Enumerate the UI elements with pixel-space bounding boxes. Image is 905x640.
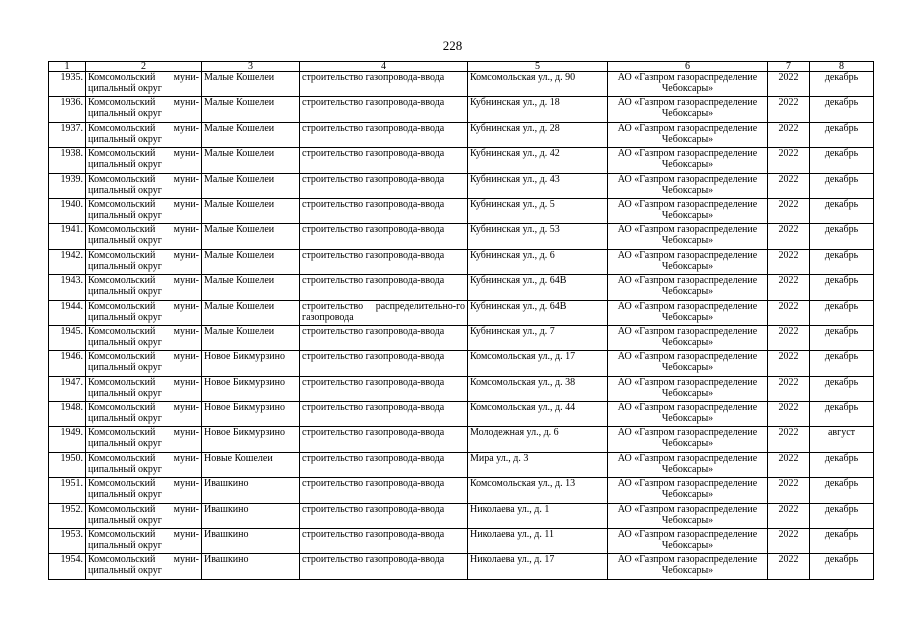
year-cell: 2022 xyxy=(768,402,810,427)
year-cell: 2022 xyxy=(768,427,810,452)
settlement-cell: Малые Кошелеи xyxy=(202,224,300,249)
year-cell: 2022 xyxy=(768,72,810,97)
year-cell: 2022 xyxy=(768,224,810,249)
month-cell: декабрь xyxy=(810,478,874,503)
settlement-cell: Малые Кошелеи xyxy=(202,97,300,122)
district-cell: Комсомольский муни-ципальный округ xyxy=(86,402,202,427)
executor-cell: АО «Газпром газораспределение Чебоксары» xyxy=(608,173,768,198)
executor-cell: АО «Газпром газораспределение Чебоксары» xyxy=(608,300,768,325)
district-cell: Комсомольский муни-ципальный округ xyxy=(86,148,202,173)
table-row xyxy=(49,427,874,452)
table-row xyxy=(49,376,874,401)
row-number-cell: 1950. xyxy=(49,452,86,477)
column-header: 8 xyxy=(810,62,874,72)
district-cell: Комсомольский муни-ципальный округ xyxy=(86,529,202,554)
row-number-cell: 1946. xyxy=(49,351,86,376)
table-row xyxy=(49,148,874,173)
year-cell: 2022 xyxy=(768,376,810,401)
month-cell: декабрь xyxy=(810,325,874,350)
row-number-cell: 1951. xyxy=(49,478,86,503)
executor-cell: АО «Газпром газораспределение Чебоксары» xyxy=(608,351,768,376)
settlement-cell: Новое Бикмурзино xyxy=(202,402,300,427)
address-cell: Кубнинская ул., д. 43 xyxy=(468,173,608,198)
table-row xyxy=(49,224,874,249)
year-cell: 2022 xyxy=(768,300,810,325)
work-type-cell: строительство газопровода-ввода xyxy=(300,173,468,198)
district-cell: Комсомольский муни-ципальный округ xyxy=(86,351,202,376)
settlement-cell: Малые Кошелеи xyxy=(202,300,300,325)
address-cell: Кубнинская ул., д. 64В xyxy=(468,300,608,325)
address-cell: Николаева ул., д. 1 xyxy=(468,503,608,528)
year-cell: 2022 xyxy=(768,452,810,477)
executor-cell: АО «Газпром газораспределение Чебоксары» xyxy=(608,224,768,249)
work-type-cell: строительство газопровода-ввода xyxy=(300,402,468,427)
work-type-cell: строительство газопровода-ввода xyxy=(300,503,468,528)
executor-cell: АО «Газпром газораспределение Чебоксары» xyxy=(608,503,768,528)
month-cell: декабрь xyxy=(810,198,874,223)
address-cell: Комсомольская ул., д. 17 xyxy=(468,351,608,376)
district-cell: Комсомольский муни-ципальный округ xyxy=(86,452,202,477)
work-type-cell: строительство газопровода-ввода xyxy=(300,72,468,97)
month-cell: декабрь xyxy=(810,554,874,579)
settlement-cell: Ивашкино xyxy=(202,503,300,528)
row-number-cell: 1938. xyxy=(49,148,86,173)
address-cell: Кубнинская ул., д. 5 xyxy=(468,198,608,223)
row-number-cell: 1952. xyxy=(49,503,86,528)
year-cell: 2022 xyxy=(768,198,810,223)
month-cell: декабрь xyxy=(810,249,874,274)
row-number-cell: 1942. xyxy=(49,249,86,274)
column-header: 7 xyxy=(768,62,810,72)
settlement-cell: Малые Кошелеи xyxy=(202,173,300,198)
district-cell: Комсомольский муни-ципальный округ xyxy=(86,198,202,223)
table-row xyxy=(49,275,874,300)
executor-cell: АО «Газпром газораспределение Чебоксары» xyxy=(608,452,768,477)
district-cell: Комсомольский муни-ципальный округ xyxy=(86,325,202,350)
address-cell: Молодежная ул., д. 6 xyxy=(468,427,608,452)
column-header: 6 xyxy=(608,62,768,72)
settlement-cell: Малые Кошелеи xyxy=(202,249,300,274)
settlement-cell: Малые Кошелеи xyxy=(202,122,300,147)
month-cell: декабрь xyxy=(810,376,874,401)
table-row xyxy=(49,529,874,554)
district-cell: Комсомольский муни-ципальный округ xyxy=(86,376,202,401)
column-header: 3 xyxy=(202,62,300,72)
settlement-cell: Малые Кошелеи xyxy=(202,198,300,223)
year-cell: 2022 xyxy=(768,275,810,300)
row-number-cell: 1945. xyxy=(49,325,86,350)
month-cell: август xyxy=(810,427,874,452)
table-row xyxy=(49,72,874,97)
address-cell: Комсомольская ул., д. 13 xyxy=(468,478,608,503)
table-row xyxy=(49,503,874,528)
month-cell: декабрь xyxy=(810,224,874,249)
month-cell: декабрь xyxy=(810,503,874,528)
settlement-cell: Малые Кошелеи xyxy=(202,148,300,173)
month-cell: декабрь xyxy=(810,402,874,427)
address-cell: Кубнинская ул., д. 64В xyxy=(468,275,608,300)
work-type-cell: строительство газопровода-ввода xyxy=(300,452,468,477)
work-type-cell: строительство газопровода-ввода xyxy=(300,224,468,249)
work-type-cell: строительство газопровода-ввода xyxy=(300,376,468,401)
row-number-cell: 1939. xyxy=(49,173,86,198)
address-cell: Кубнинская ул., д. 42 xyxy=(468,148,608,173)
address-cell: Мира ул., д. 3 xyxy=(468,452,608,477)
district-cell: Комсомольский муни-ципальный округ xyxy=(86,97,202,122)
address-cell: Кубнинская ул., д. 18 xyxy=(468,97,608,122)
column-header: 4 xyxy=(300,62,468,72)
year-cell: 2022 xyxy=(768,351,810,376)
month-cell: декабрь xyxy=(810,148,874,173)
year-cell: 2022 xyxy=(768,97,810,122)
column-header: 5 xyxy=(468,62,608,72)
year-cell: 2022 xyxy=(768,122,810,147)
month-cell: декабрь xyxy=(810,72,874,97)
executor-cell: АО «Газпром газораспределение Чебоксары» xyxy=(608,376,768,401)
address-cell: Николаева ул., д. 11 xyxy=(468,529,608,554)
month-cell: декабрь xyxy=(810,529,874,554)
executor-cell: АО «Газпром газораспределение Чебоксары» xyxy=(608,249,768,274)
settlement-cell: Новое Бикмурзино xyxy=(202,351,300,376)
settlement-cell: Ивашкино xyxy=(202,478,300,503)
work-type-cell: строительство распределительно-го газопровода xyxy=(300,300,468,325)
row-number-cell: 1940. xyxy=(49,198,86,223)
column-header: 1 xyxy=(49,62,86,72)
header-row xyxy=(49,62,874,72)
executor-cell: АО «Газпром газораспределение Чебоксары» xyxy=(608,554,768,579)
month-cell: декабрь xyxy=(810,173,874,198)
row-number-cell: 1936. xyxy=(49,97,86,122)
work-type-cell: строительство газопровода-ввода xyxy=(300,249,468,274)
district-cell: Комсомольский муни-ципальный округ xyxy=(86,224,202,249)
row-number-cell: 1954. xyxy=(49,554,86,579)
settlement-cell: Новое Бикмурзино xyxy=(202,427,300,452)
table-body xyxy=(49,72,874,580)
address-cell: Кубнинская ул., д. 6 xyxy=(468,249,608,274)
work-type-cell: строительство газопровода-ввода xyxy=(300,478,468,503)
executor-cell: АО «Газпром газораспределение Чебоксары» xyxy=(608,148,768,173)
address-cell: Кубнинская ул., д. 28 xyxy=(468,122,608,147)
district-cell: Комсомольский муни-ципальный округ xyxy=(86,275,202,300)
row-number-cell: 1941. xyxy=(49,224,86,249)
month-cell: декабрь xyxy=(810,97,874,122)
year-cell: 2022 xyxy=(768,173,810,198)
table-row xyxy=(49,478,874,503)
month-cell: декабрь xyxy=(810,275,874,300)
district-cell: Комсомольский муни-ципальный округ xyxy=(86,173,202,198)
month-cell: декабрь xyxy=(810,122,874,147)
work-type-cell: строительство газопровода-ввода xyxy=(300,554,468,579)
district-cell: Комсомольский муни-ципальный округ xyxy=(86,72,202,97)
address-cell: Кубнинская ул., д. 7 xyxy=(468,325,608,350)
district-cell: Комсомольский муни-ципальный округ xyxy=(86,300,202,325)
table-row xyxy=(49,452,874,477)
work-type-cell: строительство газопровода-ввода xyxy=(300,122,468,147)
row-number-cell: 1947. xyxy=(49,376,86,401)
executor-cell: АО «Газпром газораспределение Чебоксары» xyxy=(608,478,768,503)
work-type-cell: строительство газопровода-ввода xyxy=(300,275,468,300)
work-type-cell: строительство газопровода-ввода xyxy=(300,198,468,223)
row-number-cell: 1948. xyxy=(49,402,86,427)
table-row xyxy=(49,249,874,274)
table-header xyxy=(49,62,874,72)
table-row xyxy=(49,97,874,122)
year-cell: 2022 xyxy=(768,503,810,528)
year-cell: 2022 xyxy=(768,529,810,554)
executor-cell: АО «Газпром газораспределение Чебоксары» xyxy=(608,72,768,97)
work-type-cell: строительство газопровода-ввода xyxy=(300,529,468,554)
district-cell: Комсомольский муни-ципальный округ xyxy=(86,554,202,579)
work-type-cell: строительство газопровода-ввода xyxy=(300,427,468,452)
address-cell: Комсомольская ул., д. 90 xyxy=(468,72,608,97)
address-cell: Комсомольская ул., д. 38 xyxy=(468,376,608,401)
row-number-cell: 1935. xyxy=(49,72,86,97)
settlement-cell: Малые Кошелеи xyxy=(202,275,300,300)
settlement-cell: Ивашкино xyxy=(202,529,300,554)
executor-cell: АО «Газпром газораспределение Чебоксары» xyxy=(608,402,768,427)
year-cell: 2022 xyxy=(768,325,810,350)
settlement-cell: Малые Кошелеи xyxy=(202,325,300,350)
settlement-cell: Ивашкино xyxy=(202,554,300,579)
address-cell: Комсомольская ул., д. 44 xyxy=(468,402,608,427)
address-cell: Николаева ул., д. 17 xyxy=(468,554,608,579)
register-table xyxy=(48,61,874,580)
row-number-cell: 1949. xyxy=(49,427,86,452)
address-cell: Кубнинская ул., д. 53 xyxy=(468,224,608,249)
table-row xyxy=(49,325,874,350)
work-type-cell: строительство газопровода-ввода xyxy=(300,148,468,173)
district-cell: Комсомольский муни-ципальный округ xyxy=(86,427,202,452)
executor-cell: АО «Газпром газораспределение Чебоксары» xyxy=(608,97,768,122)
district-cell: Комсомольский муни-ципальный округ xyxy=(86,122,202,147)
district-cell: Комсомольский муни-ципальный округ xyxy=(86,503,202,528)
year-cell: 2022 xyxy=(768,478,810,503)
table-row xyxy=(49,402,874,427)
work-type-cell: строительство газопровода-ввода xyxy=(300,351,468,376)
row-number-cell: 1937. xyxy=(49,122,86,147)
executor-cell: АО «Газпром газораспределение Чебоксары» xyxy=(608,529,768,554)
row-number-cell: 1943. xyxy=(49,275,86,300)
year-cell: 2022 xyxy=(768,249,810,274)
settlement-cell: Малые Кошелеи xyxy=(202,72,300,97)
table-row xyxy=(49,173,874,198)
table-row xyxy=(49,351,874,376)
row-number-cell: 1944. xyxy=(49,300,86,325)
executor-cell: АО «Газпром газораспределение Чебоксары» xyxy=(608,275,768,300)
month-cell: декабрь xyxy=(810,452,874,477)
year-cell: 2022 xyxy=(768,554,810,579)
executor-cell: АО «Газпром газораспределение Чебоксары» xyxy=(608,122,768,147)
district-cell: Комсомольский муни-ципальный округ xyxy=(86,478,202,503)
table-row xyxy=(49,122,874,147)
executor-cell: АО «Газпром газораспределение Чебоксары» xyxy=(608,325,768,350)
column-header: 2 xyxy=(86,62,202,72)
table-row xyxy=(49,198,874,223)
work-type-cell: строительство газопровода-ввода xyxy=(300,325,468,350)
settlement-cell: Новые Кошелеи xyxy=(202,452,300,477)
row-number-cell: 1953. xyxy=(49,529,86,554)
year-cell: 2022 xyxy=(768,148,810,173)
work-type-cell: строительство газопровода-ввода xyxy=(300,97,468,122)
executor-cell: АО «Газпром газораспределение Чебоксары» xyxy=(608,427,768,452)
district-cell: Комсомольский муни-ципальный округ xyxy=(86,249,202,274)
executor-cell: АО «Газпром газораспределение Чебоксары» xyxy=(608,198,768,223)
settlement-cell: Новое Бикмурзино xyxy=(202,376,300,401)
month-cell: декабрь xyxy=(810,351,874,376)
page-number: 228 xyxy=(442,38,463,53)
table-row xyxy=(49,300,874,325)
table-row xyxy=(49,554,874,579)
month-cell: декабрь xyxy=(810,300,874,325)
